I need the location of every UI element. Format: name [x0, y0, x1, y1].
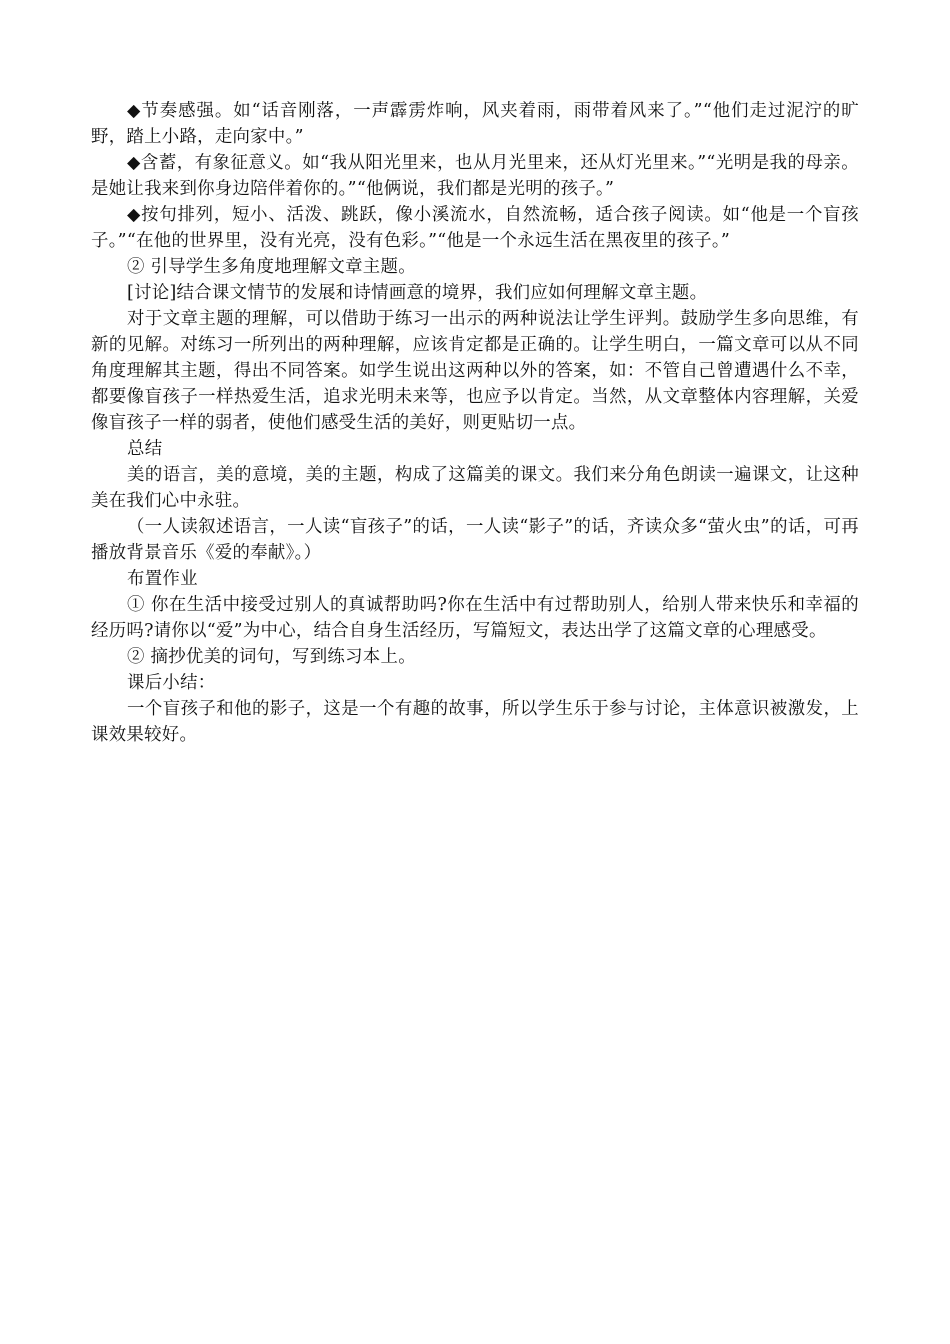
paragraph-homework-1: ① 你在生活中接受过别人的真诚帮助吗?你在生活中有过帮助别人，给别人带来快乐和幸福的经历吗?请你以“爱”为中心，结合自身生活经历，写篇短文，表达出学了这篇文章的心理感受。	[91, 595, 859, 641]
paragraph-sentence-arrangement: ◆按句排列，短小、活泼、跳跃，像小溪流水，自然流畅，适合孩子阅读。如“他是一个盲孩子。”“在他的世界里，没有光亮，没有色彩。”“他是一个永远生活在黑夜里的孩子。”	[91, 205, 859, 251]
document-body	[91, 98, 859, 748]
paragraph-role-reading: （一人读叙述语言，一人读“盲孩子”的话，一人读“影子”的话，齐读众多“萤火虫”的话，可再播放背景音乐《爱的奉献》。）	[91, 517, 859, 563]
paragraph-discussion: [讨论]结合课文情节的发展和诗情画意的境界，我们应如何理解文章主题。	[127, 283, 708, 303]
paragraph-rhythm: ◆节奏感强。如“话音刚落，一声霹雳炸响，风夹着雨，雨带着风来了。”“他们走过泥泞的旷野，踏上小路，走向家中。”	[91, 101, 859, 147]
paragraph-post-class-summary: 一个盲孩子和他的影子，这是一个有趣的故事，所以学生乐于参与讨论，主体意识被激发，上课效果较好。	[91, 699, 859, 745]
paragraph-theme-understanding: 对于文章主题的理解，可以借助于练习一出示的两种说法让学生评判。鼓励学生多向思维，有新的见解。对练习一所列出的两种理解，应该肯定都是正确的。让学生明白，一篇文章可以从不同角度理解其主题，得出不同答案。如学生说出这两种以外的答案，如：不管自己曾遭遇什么不幸，都要像盲孩子一样热爱生活，追求光明未来等，也应予以肯定。当然，从文章整体内容理解，关爱像盲孩子一样的弱者，使他们感受生活的美好，则更贴切一点。	[91, 309, 859, 433]
paragraph-summary: 美的语言，美的意境，美的主题，构成了这篇美的课文。我们来分角色朗读一遍课文，让这种美在我们心中永驻。	[91, 465, 859, 511]
paragraph-theme-guidance: ② 引导学生多角度地理解文章主题。	[127, 257, 416, 277]
paragraph-symbolism: ◆含蓄，有象征意义。如“我从阳光里来，也从月光里来，还从灯光里来。”“光明是我的母亲。是她让我来到你身边陪伴着你的。”“他俩说，我们都是光明的孩子。”	[91, 153, 859, 199]
heading-post-class-summary: 课后小结：	[127, 673, 216, 693]
heading-homework: 布置作业	[127, 569, 198, 589]
heading-summary: 总结	[127, 439, 163, 459]
paragraph-homework-2: ② 摘抄优美的词句，写到练习本上。	[127, 647, 416, 667]
